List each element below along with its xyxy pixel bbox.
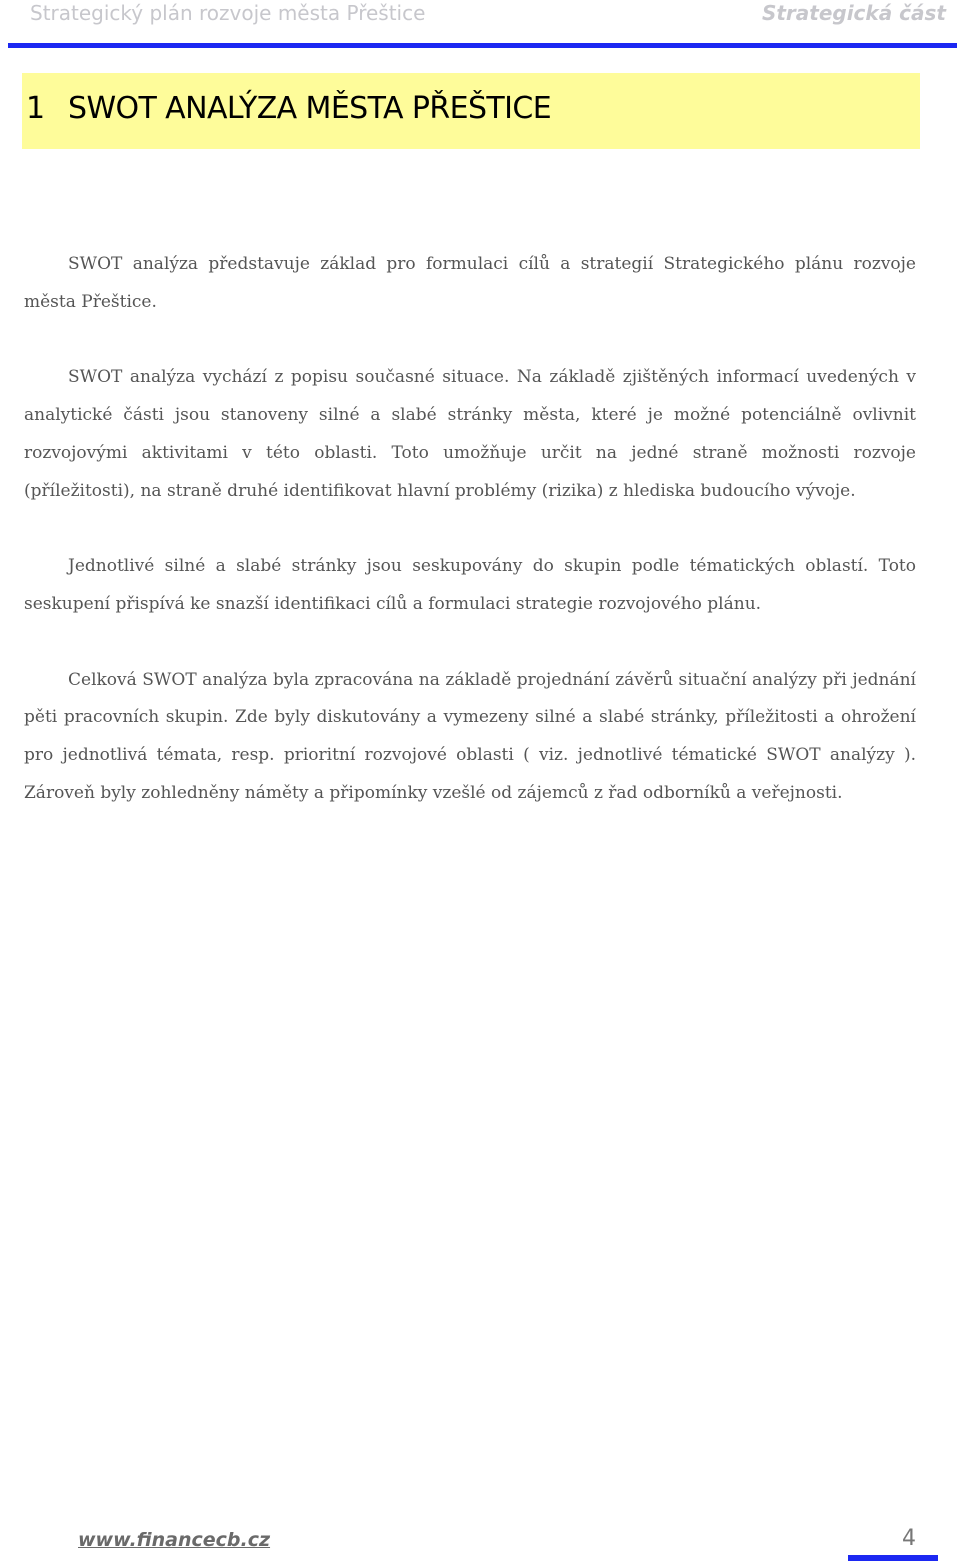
paragraph-process: Celková SWOT analýza byla zpracována na základě projednání závěrů situační analýzy při jednání pěti pracovních skupin. Zde byly diskutovány a vymezeny silné a slabé stránky, příležitosti a ohrožení pro jednotlivá témata, resp. prioritní rozvojové oblasti ( viz. jednotlivé tématické SWOT analýzy ). Zároveň byly zohledněny náměty a připomínky vzešlé od zájemců z řad odborníků a veřejnosti. (24, 669, 916, 803)
paragraph-grouping: Jednotlivé silné a slabé stránky jsou seskupovány do skupin podle tématických oblastí. Toto seskupení přispívá ke snazší identifikaci cílů a formulaci strategie rozvojového plánu. (24, 556, 916, 614)
page-number: 4 (902, 1526, 916, 1551)
header-divider (8, 43, 957, 48)
running-header-section: Strategická část (761, 1, 946, 25)
footer-divider (848, 1555, 938, 1561)
chapter-title: SWOT ANALÝZA MĚSTA PŘEŠTICE (68, 91, 552, 126)
footer-website-link[interactable]: www.financecb.cz (78, 1529, 271, 1551)
chapter-heading (22, 73, 920, 149)
running-header-title: Strategický plán rozvoje města Přeštice (30, 1, 426, 25)
paragraph-intro: SWOT analýza představuje základ pro formulaci cílů a strategií Strategického plánu rozvoje města Přeštice. (24, 254, 916, 312)
paragraph-method: SWOT analýza vychází z popisu současné situace. Na základě zjištěných informací uvedených v analytické části jsou stanoveny silné a slabé stránky města, které je možné potenciálně ovlivnit rozvojovými aktivitami v této oblasti. Toto umožňuje určit na jedné straně možnosti rozvoje (příležitosti), na straně druhé identifikovat hlavní problémy (rizika) z hlediska budoucího vývoje. (24, 367, 916, 501)
body-text (24, 246, 916, 850)
chapter-number: 1 (26, 91, 46, 126)
